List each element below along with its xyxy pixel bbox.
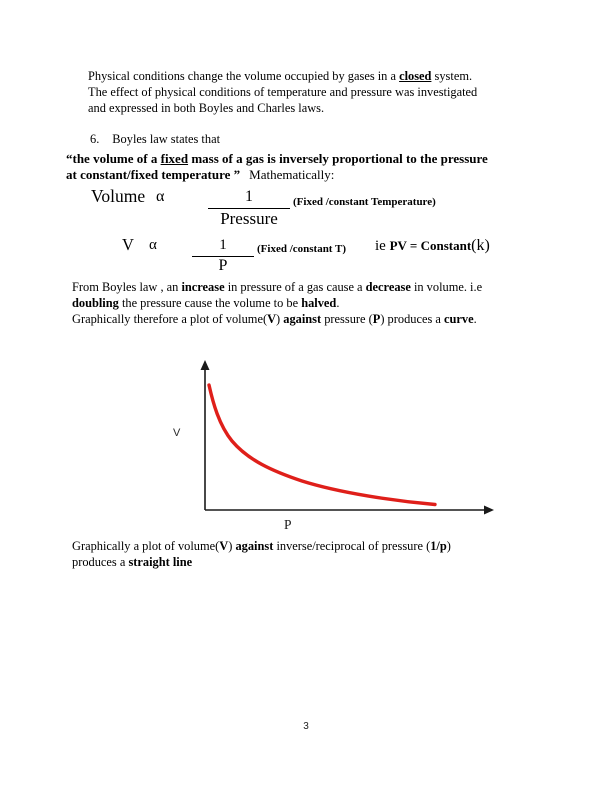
statement-line: at constant/fixed temperature ” Mathematically: bbox=[66, 167, 335, 183]
formula1-lhs: Volume bbox=[91, 186, 146, 206]
boyles-law-statement bbox=[66, 151, 488, 183]
paragraph-line: Graphically a plot of volume(V) against inverse/reciprocal of pressure (1/p) bbox=[72, 539, 451, 553]
paragraph-line: The effect of physical conditions of temperature and pressure was investigated bbox=[88, 85, 478, 99]
formula2-condition: (Fixed /constant T) bbox=[257, 243, 347, 255]
proportional-symbol: α bbox=[156, 188, 165, 205]
pressure-volume-curve bbox=[209, 385, 435, 505]
conclusion-paragraph bbox=[72, 538, 451, 570]
formula2-numerator: 1 bbox=[192, 235, 254, 257]
statement-line: “the volume of a fixed mass of a gas is inversely proportional to the pressure bbox=[66, 151, 488, 166]
formula1-condition: (Fixed /constant Temperature) bbox=[293, 196, 436, 208]
formula-volume-proportional bbox=[0, 186, 612, 232]
formula-v-proportional bbox=[0, 235, 612, 279]
x-axis-label: P bbox=[284, 517, 292, 532]
formula2-equation: ie PV = Constant(k) bbox=[375, 237, 490, 254]
paragraph-line: and expressed in both Boyles and Charles laws. bbox=[88, 101, 325, 115]
paragraph-line: From Boyles law , an increase in pressure of a gas cause a decrease in volume. i.e bbox=[72, 280, 483, 294]
proportional-symbol: α bbox=[149, 237, 157, 253]
y-axis-label: V bbox=[173, 427, 181, 439]
intro-paragraph bbox=[88, 68, 477, 116]
paragraph-line: produces a straight line bbox=[72, 555, 193, 569]
formula2-denominator: P bbox=[218, 257, 228, 274]
paragraph-line: doubling the pressure cause the volume to be halved. bbox=[72, 296, 340, 310]
x-axis-arrow-icon bbox=[484, 506, 494, 515]
paragraph-line: Physical conditions change the volume occupied by gases in a closed system. bbox=[88, 69, 473, 83]
formula2-lhs: V bbox=[122, 235, 134, 254]
formula1-numerator: 1 bbox=[208, 186, 290, 209]
y-axis-arrow-icon bbox=[201, 360, 210, 370]
paragraph-line: Graphically therefore a plot of volume(V) against pressure (P) produces a curve. bbox=[72, 312, 477, 326]
formula1-denominator: Pressure bbox=[220, 209, 278, 228]
page-number: 3 bbox=[303, 721, 309, 732]
explanation-paragraph bbox=[72, 279, 482, 327]
boyles-law-graph bbox=[160, 355, 505, 530]
boyles-law-heading: 6. Boyles law states that bbox=[90, 132, 221, 146]
